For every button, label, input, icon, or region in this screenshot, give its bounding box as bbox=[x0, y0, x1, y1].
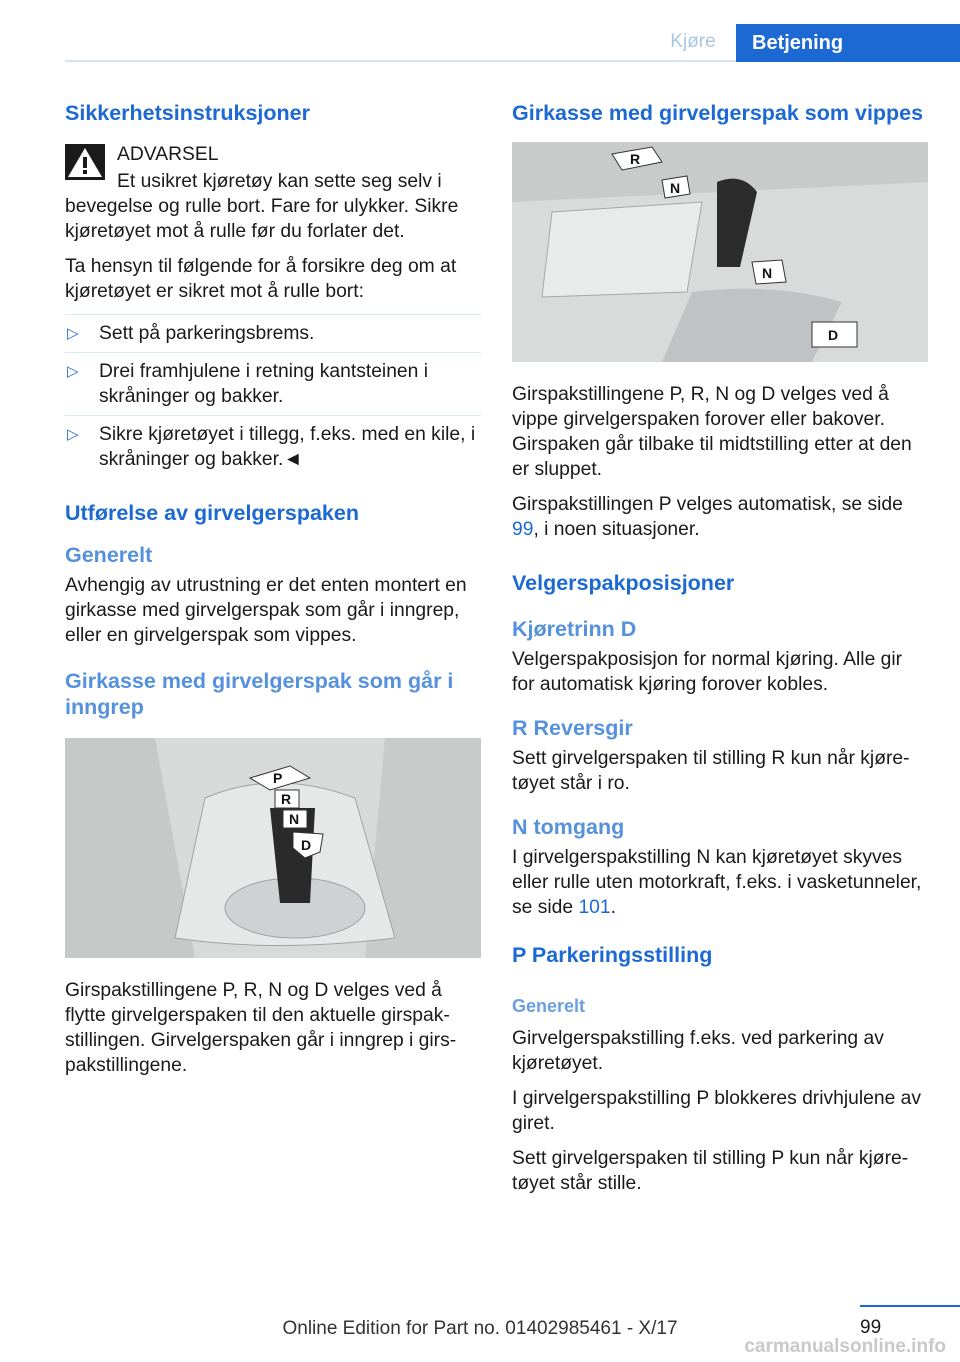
intro-text: Ta hensyn til følgende for å forsikre deg om at kjøretøyet er sikret mot å rulle bort: bbox=[65, 256, 457, 302]
heading-safety: Sikkerhetsinstruksjoner bbox=[65, 101, 310, 125]
park-text-2: I girvelgerspakstilling P blokkeres drivhjulene av giret. bbox=[512, 1088, 922, 1134]
heading-park: P Parkeringsstilling bbox=[512, 943, 713, 967]
safety-list bbox=[65, 314, 481, 478]
watermark: carmanualsonline.info bbox=[744, 1336, 946, 1357]
heading-park-general: Generelt bbox=[512, 996, 586, 1016]
heading-reverse: R Reversgir bbox=[512, 716, 633, 740]
footer-rule bbox=[860, 1305, 960, 1307]
auto-p-text: Girspakstillingen P velges automatisk, se side 99, i noen situasjoner. bbox=[512, 494, 903, 540]
heading-design: Utførelse av girvelgerspaken bbox=[65, 501, 359, 525]
heading-engage: Girkasse med girvelgerspak som går i inngrep bbox=[65, 669, 454, 719]
tip-label-d: D bbox=[828, 327, 839, 343]
page-link-101[interactable]: 101 bbox=[578, 897, 611, 918]
park-text-3: Sett girvelgerspaken til stilling P kun når kjøretøyet står stille. bbox=[512, 1148, 909, 1194]
warning-block bbox=[65, 142, 481, 167]
tip-label-r: R bbox=[630, 151, 641, 167]
figure-tip-gear-lever bbox=[512, 142, 928, 362]
warning-text: Et usikret kjøretøy kan sette seg selv i bevegelse og rulle bort. Fare for ulykker. Sikre kjøretøyet mot å rulle før du forlater det. bbox=[65, 171, 459, 242]
tip-caption: Girspakstillingene P, R, N og D velges ved å vippe girvelgerspaken forover eller bakover. Girspaken går tilbake til midtstilling etter at den er sluppet. bbox=[512, 384, 912, 480]
heading-tip: Girkasse med girvelgerspak som vippes bbox=[512, 101, 924, 125]
gear-label-d: D bbox=[301, 837, 312, 853]
page-header bbox=[0, 24, 960, 62]
tip-label-n-top: N bbox=[670, 180, 681, 196]
park-text-1: Girvelgerspakstilling f.eks. ved parkering av kjøretøyet. bbox=[512, 1028, 884, 1074]
tab-section[interactable]: Betjening bbox=[736, 24, 960, 62]
triangle-bullet-icon: ▷ bbox=[67, 325, 79, 342]
heading-drive: Kjøretrinn D bbox=[512, 617, 637, 641]
figure-engage-gear-lever bbox=[65, 738, 481, 958]
tip-label-n-bottom: N bbox=[762, 265, 773, 281]
page-number: 99 bbox=[860, 1317, 882, 1338]
neutral-text: I girvelgerspakstilling N kan kjøretøyet skyves eller rulle uten motorkraft, f.eks. i vasketunneler, se side 101. bbox=[512, 847, 922, 918]
heading-neutral: N tomgang bbox=[512, 815, 625, 839]
list-item: ▷ Drei framhjulene i retning kantsteinen i skråninger og bakker. bbox=[65, 353, 481, 416]
engage-caption: Girspakstillingene P, R, N og D velges ved å flytte girvelgerspaken til den aktuelle girspakstillingen. Girvelgerspaken går i inngrep i girspakstillingene. bbox=[65, 980, 457, 1076]
heading-positions: Velgerspakposisjoner bbox=[512, 571, 735, 595]
triangle-bullet-icon: ▷ bbox=[67, 426, 79, 443]
tab-chapter[interactable]: Kjøre bbox=[670, 31, 716, 52]
list-item: ▷ Sikre kjøretøyet i tillegg, f.eks. med en kile, i skråninger og bakker.◄ bbox=[67, 424, 476, 470]
right-column bbox=[512, 100, 928, 1206]
heading-general: Generelt bbox=[65, 543, 153, 567]
page-link-99[interactable]: 99 bbox=[512, 519, 534, 540]
triangle-bullet-icon: ▷ bbox=[67, 363, 79, 380]
left-column bbox=[65, 100, 481, 1088]
drive-text: Velgerspakposisjon for normal kjøring. Alle gir for automatisk kjøring forover kobles. bbox=[512, 649, 903, 695]
general-text: Avhengig av utrustning er det enten montert en girkasse med girvelgerspak som går i inngrep, eller en girvelgerspak som vippes. bbox=[65, 575, 467, 646]
warning-icon bbox=[65, 144, 105, 180]
list-item: ▷ Sett på parkeringsbrems. bbox=[65, 315, 481, 353]
footer-edition: Online Edition for Part no. 01402985461 - X/17 bbox=[282, 1318, 678, 1339]
gear-label-n: N bbox=[289, 811, 300, 827]
reverse-text: Sett girvelgerspaken til stilling R kun når kjøretøyet står i ro. bbox=[512, 748, 910, 794]
gear-label-r: R bbox=[281, 791, 292, 807]
gear-label-p: P bbox=[273, 770, 283, 786]
warning-label: ADVARSEL bbox=[117, 144, 219, 165]
